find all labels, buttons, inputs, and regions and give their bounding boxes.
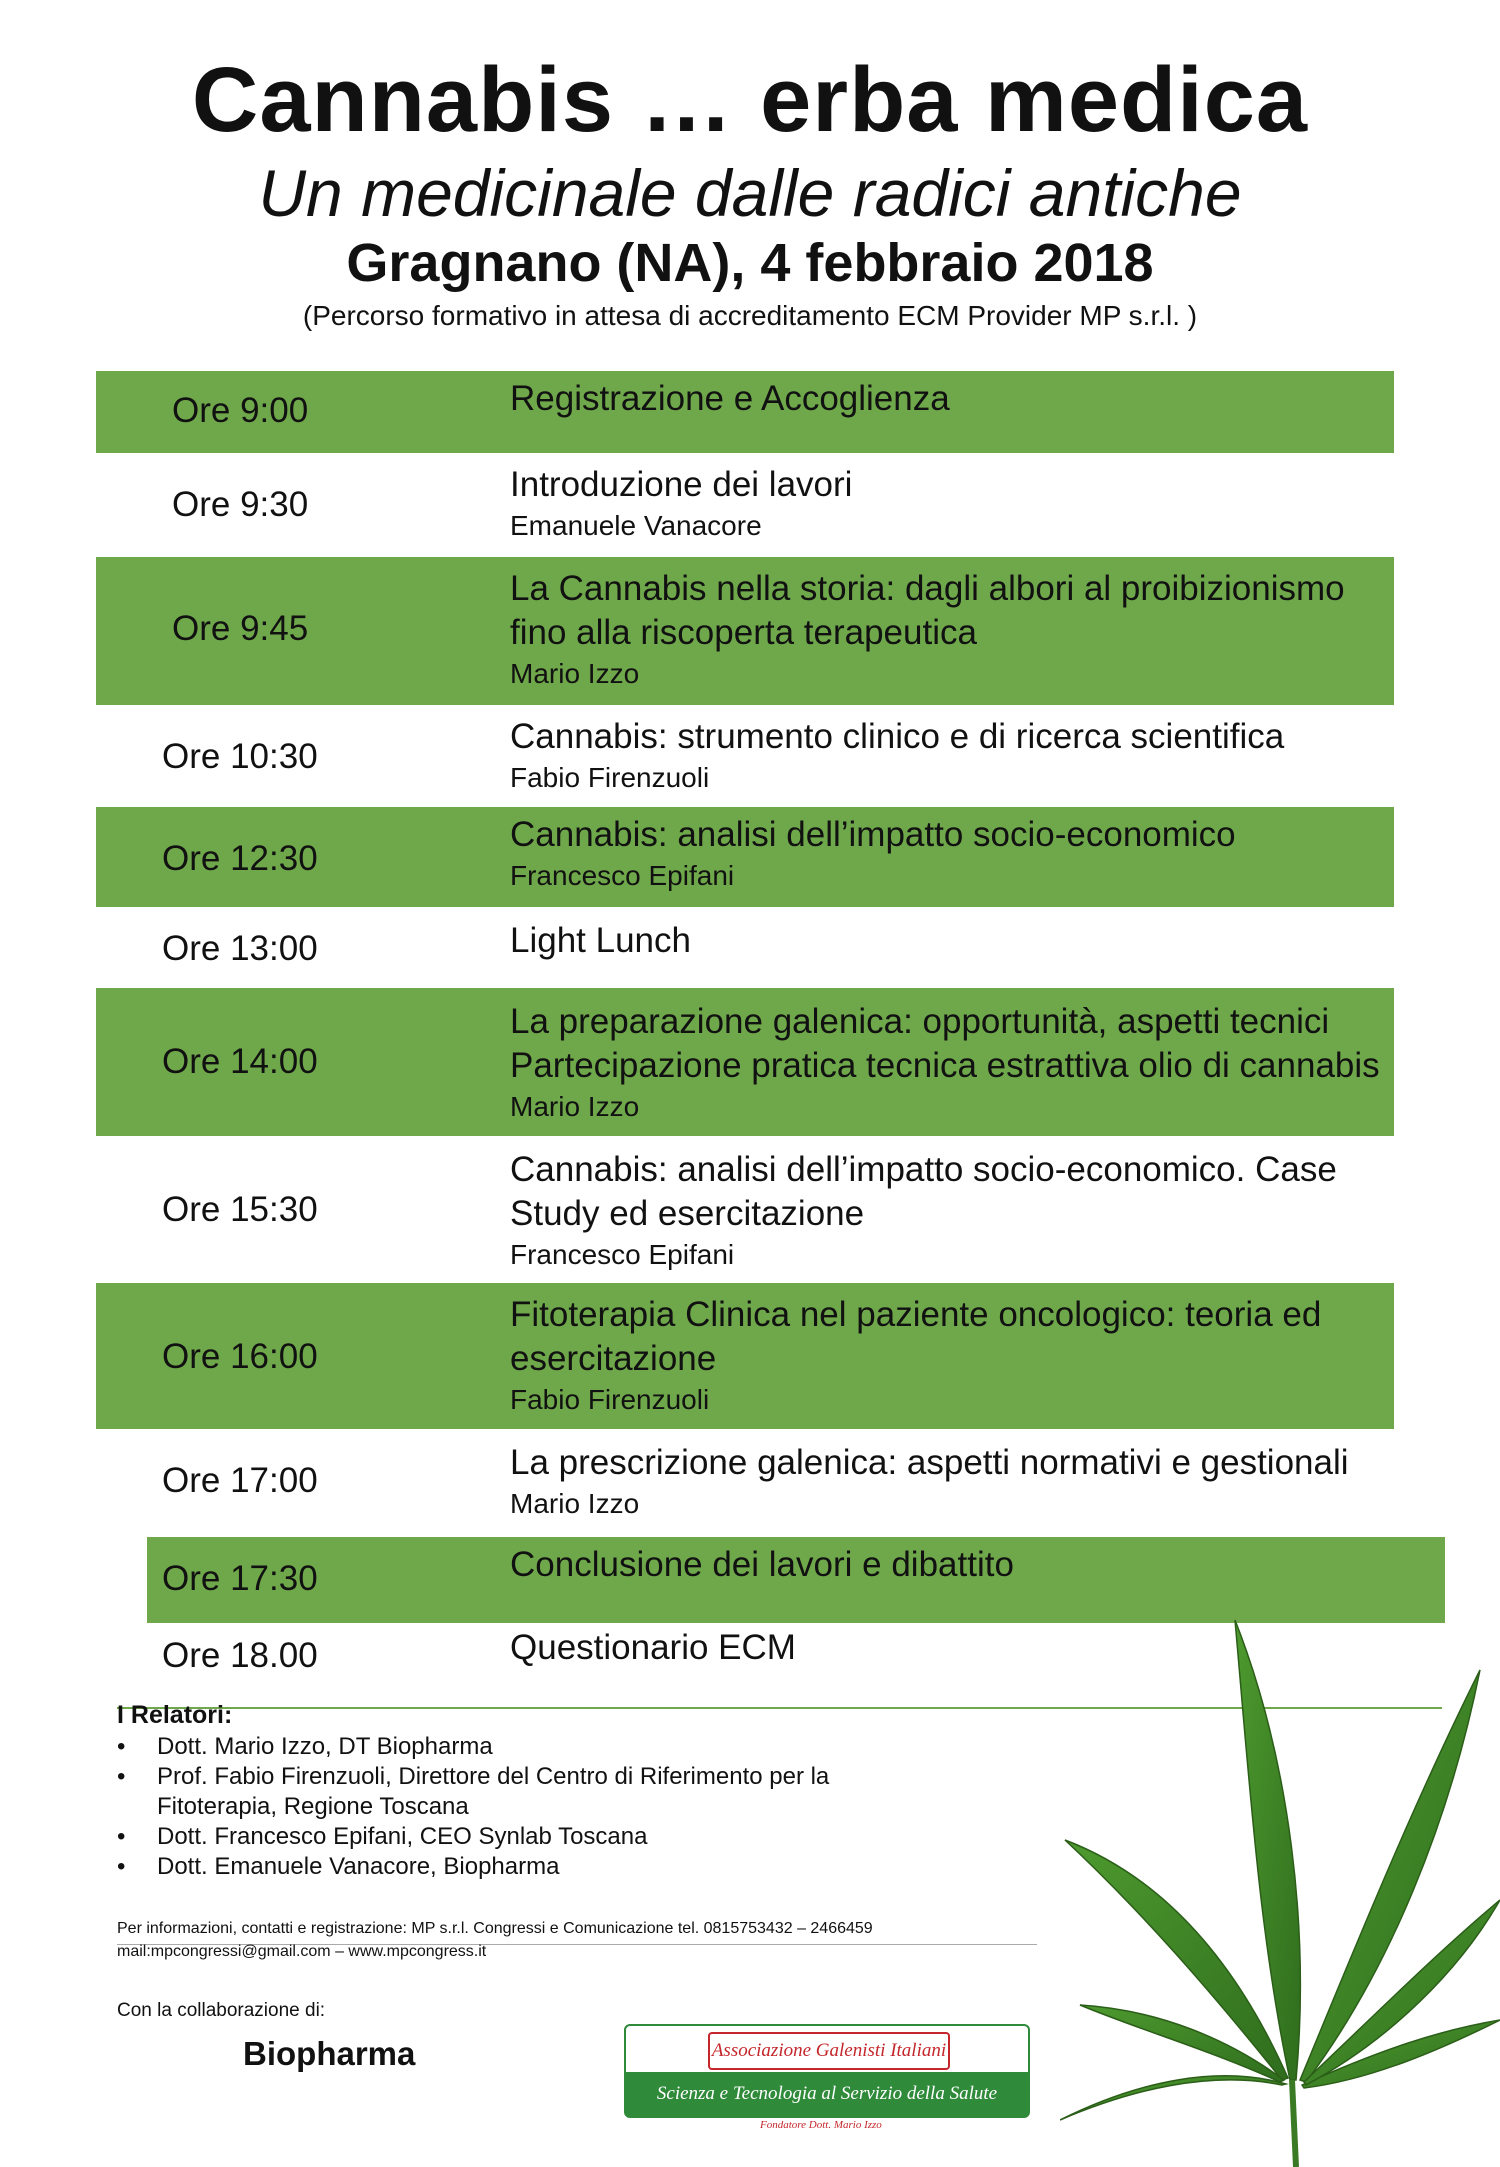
poster-title: Cannabis … erba medica	[191, 49, 1309, 151]
accreditation-note: (Percorso formativo in attesa di accreditamento ECM Provider MP s.r.l. )	[302, 300, 1198, 331]
program-row	[96, 807, 1394, 907]
program-title: Questionario ECM	[510, 1628, 796, 1667]
program-time: Ore 13:00	[162, 929, 318, 968]
collaboration-label: Con la collaborazione di:	[117, 2000, 326, 2021]
bullet: •	[117, 1853, 126, 1880]
program-title: Introduzione dei lavori	[510, 465, 853, 504]
program-title: Fitoterapia Clinica nel paziente oncologico: teoria ed esercitazione	[510, 1295, 1322, 1378]
speaker-item	[117, 1822, 957, 1852]
program-speaker: Emanuele Vanacore	[510, 510, 762, 541]
program-time: Ore 18.00	[162, 1636, 318, 1675]
program-row	[96, 453, 1394, 557]
program-time: Ore 9:00	[172, 391, 309, 430]
program-speaker: Mario Izzo	[510, 1488, 640, 1519]
program-row	[96, 1283, 1394, 1429]
program-title: Cannabis: analisi dell’impatto socio-economico. Case Study ed esercitazione	[510, 1150, 1337, 1233]
program-row	[96, 1136, 1394, 1283]
program-time: Ore 16:00	[162, 1337, 318, 1376]
cannabis-leaf-icon	[1060, 1610, 1500, 2167]
speakers-section	[117, 1700, 957, 1882]
program-title: Cannabis: strumento clinico e di ricerca scientifica	[510, 717, 1285, 756]
program-row	[96, 1429, 1394, 1537]
biopharma-logo: Biopharma	[243, 2035, 416, 2072]
program-row	[96, 1623, 1196, 1699]
agi-logo	[624, 2024, 1030, 2118]
program-speaker: Fabio Firenzuoli	[510, 1384, 710, 1415]
poster-subtitle: Un medicinale dalle radici antiche	[258, 156, 1242, 230]
program-title: Conclusione dei lavori e dibattito	[510, 1545, 1014, 1584]
program-row	[96, 705, 1394, 807]
program-row	[96, 557, 1394, 705]
bullet: •	[117, 1763, 126, 1790]
contact-line: Per informazioni, contatti e registrazione: MP s.r.l. Congressi e Comunicazione tel. 0815753432 – 2466459	[117, 1920, 873, 1937]
contact-links[interactable]: mail:mpcongressi@gmail.com – www.mpcongress.it	[117, 1943, 487, 1960]
program-speaker: Fabio Firenzuoli	[510, 762, 710, 793]
speakers-list	[117, 1732, 957, 1882]
speaker-text: Dott. Francesco Epifani, CEO Synlab Toscana	[157, 1823, 648, 1850]
program-title: Cannabis: analisi dell’impatto socio-economico	[510, 815, 1236, 854]
program-time: Ore 17:30	[162, 1559, 318, 1598]
speaker-text: Dott. Emanuele Vanacore, Biopharma	[157, 1853, 560, 1880]
speaker-item	[117, 1852, 957, 1882]
program-row	[96, 988, 1394, 1136]
speaker-text: Prof. Fabio Firenzuoli, Direttore del Centro di Riferimento per la Fitoterapia, Regione Toscana	[157, 1763, 830, 1820]
speaker-item	[117, 1732, 957, 1762]
program-title: La Cannabis nella storia: dagli albori al proibizionismo fino alla riscoperta terapeutica	[510, 569, 1345, 652]
contact-info	[117, 1916, 1037, 1964]
event-date-location: Gragnano (NA), 4 febbraio 2018	[346, 233, 1154, 293]
speaker-text: Dott. Mario Izzo, DT Biopharma	[157, 1733, 493, 1760]
program-time: Ore 12:30	[162, 839, 318, 878]
program-time: Ore 14:00	[162, 1042, 318, 1081]
agi-logo-name: Associazione Galenisti Italiani	[708, 2032, 950, 2070]
program-time: Ore 15:30	[162, 1190, 318, 1229]
program-speaker: Mario Izzo	[510, 1091, 640, 1122]
program-time: Ore 10:30	[162, 737, 318, 776]
program-speaker: Mario Izzo	[510, 658, 640, 689]
speaker-item	[117, 1762, 877, 1822]
program-title: La prescrizione galenica: aspetti normativi e gestionali	[510, 1443, 1349, 1482]
program-title: La preparazione galenica: opportunità, aspetti tecnici Partecipazione pratica tecnica estrattiva olio di cannabis	[510, 1002, 1380, 1085]
program-row	[96, 371, 1394, 453]
program-speaker: Francesco Epifani	[510, 1239, 735, 1270]
program-time: Ore 9:30	[172, 485, 309, 524]
agi-logo-motto: Scienza e Tecnologia al Servizio della Salute	[626, 2072, 1028, 2116]
program-time: Ore 17:00	[162, 1461, 318, 1500]
program-title: Registrazione e Accoglienza	[510, 379, 950, 418]
program-time: Ore 9:45	[172, 609, 309, 648]
speakers-heading: I Relatori:	[117, 1701, 233, 1729]
agi-founder-note: Fondatore Dott. Mario Izzo	[760, 2119, 882, 2131]
bullet: •	[117, 1823, 126, 1850]
program-title: Light Lunch	[510, 921, 691, 960]
bullet: •	[117, 1733, 126, 1760]
program-row	[96, 907, 1394, 988]
program-speaker: Francesco Epifani	[510, 860, 735, 891]
